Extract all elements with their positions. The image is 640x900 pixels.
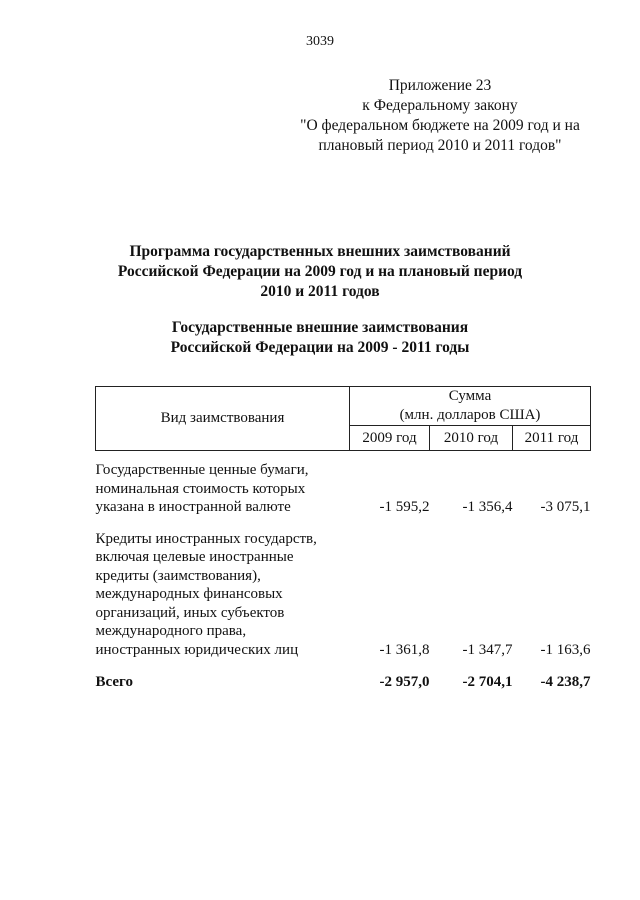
appendix-line: к Федеральному закону [362, 97, 518, 114]
label-line: иностранных юридических лиц [95, 641, 299, 658]
value-2010: -1 347,7 [462, 641, 513, 658]
value-2011: -3 075,1 [540, 499, 591, 515]
header-sum-unit: (млн. долларов США) [399, 407, 541, 423]
label-line: кредиты (заимствования), [95, 567, 261, 584]
total-2009: -2 957,0 [379, 674, 430, 690]
table-row [96, 517, 591, 660]
label-line: организаций, иных субъектов [95, 604, 285, 621]
title-line: 2010 и 2011 годов [260, 283, 380, 300]
header-year-2009: 2009 год [350, 426, 430, 451]
title-line: Российской Федерации на 2009 год и на плановый период [117, 263, 523, 280]
header-sum-label: Сумма [448, 388, 492, 404]
borrowings-table [95, 386, 591, 692]
value-2010: -1 356,4 [462, 499, 513, 515]
table-header-row [96, 387, 591, 426]
table-total-row [96, 659, 591, 692]
value-2009: -1 595,2 [379, 499, 430, 515]
label-line: Кредиты иностранных государств, [95, 530, 317, 547]
label-line: Государственные ценные бумаги, [95, 462, 309, 478]
subtitle-line: Государственные внешние заимствования [171, 319, 469, 336]
label-line: международного права, [95, 623, 247, 639]
total-2010: -2 704,1 [462, 674, 513, 690]
total-2011: -4 238,7 [540, 674, 591, 690]
title-line: Программа государственных внешних заимствований [129, 243, 511, 260]
total-label: Всего [95, 674, 133, 690]
label-line: указана в иностранной валюте [95, 499, 291, 515]
value-2011: -1 163,6 [540, 641, 591, 658]
table-title [60, 318, 580, 358]
row-label-credits [96, 517, 350, 660]
document-title [60, 242, 580, 302]
header-sum [350, 387, 591, 426]
value-2009: -1 361,8 [379, 641, 430, 658]
page-number: 3039 [306, 34, 334, 49]
label-line: номинальная стоимость которых [95, 480, 306, 497]
header-borrowing-type: Вид заимствования [96, 387, 350, 451]
header-year-2011: 2011 год [513, 426, 591, 451]
row-label-securities [96, 451, 350, 517]
appendix-reference [270, 76, 610, 156]
appendix-line: Приложение 23 [388, 77, 492, 94]
subtitle-line: Российской Федерации на 2009 - 2011 годы [170, 339, 470, 356]
header-year-2010: 2010 год [430, 426, 513, 451]
appendix-line: плановый период 2010 и 2011 годов" [318, 137, 562, 154]
appendix-line: "О федеральном бюджете на 2009 год и на [300, 117, 580, 134]
label-line: включая целевые иностранные [95, 549, 294, 565]
table-row [96, 451, 591, 517]
label-line: международных финансовых [95, 586, 283, 602]
